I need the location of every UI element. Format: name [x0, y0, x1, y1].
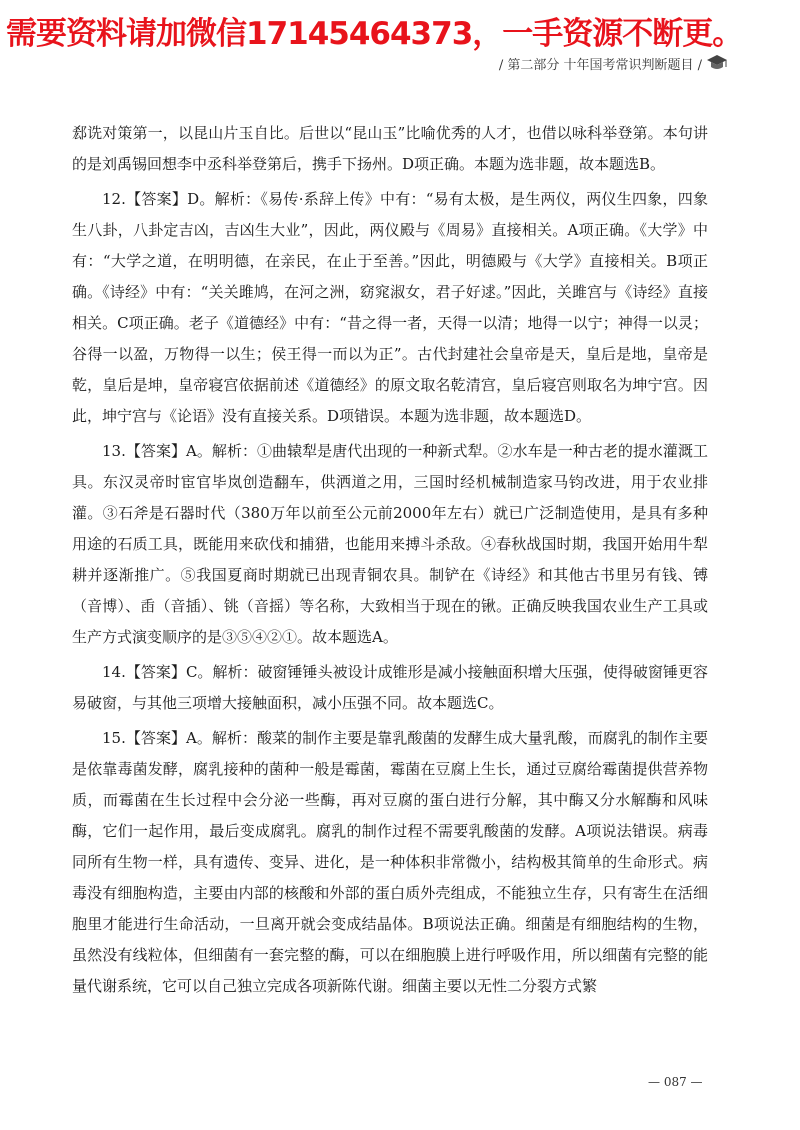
- answer-text-body: [72, 118, 708, 1006]
- promo-banner: 需要资料请加微信17145464373，一手资源不断更。: [6, 16, 743, 52]
- answer-14: 14.【答案】C。解析：破窗锤锤头被设计成锥形是减小接触面积增大压强，使得破窗锤更容易破窗，与其他三项增大接触面积，减小压强不同。故本题选C。: [72, 663, 708, 712]
- answer-12: 12.【答案】D。解析：《易传·系辞上传》中有：“易有太极，是生两仪，两仪生四象，四象生八卦，八卦定吉凶，吉凶生大业”，因此，两仪殿与《周易》直接相关。A项正确。《大学》中有：“大学之道，在明明德，在亲民，在止于至善。”因此，明德殿与《大学》直接相关。B项正确。《诗经》中有：“关关雎鸠，在河之洲，窈窕淑女，君子好逑。”因此，关雎宫与《诗经》直接相关。C项正确。老子《道德经》中有：“昔之得一者，天得一以清；地得一以宁；神得一以灵；谷得一以盈，万物得一以生；侯王得一而以为正”。古代封建社会皇帝是天，皇后是地，皇帝是乾，皇后是坤，皇帝寝宫依据前述《道德经》的原文取名乾清宫，皇后寝宫则取名为坤宁宫。因此，坤宁宫与《论语》没有直接关系。D项错误。本题为选非题，故本题选D。: [72, 190, 708, 425]
- section-header: / 第二部分 十年国考常识判断题目 /: [498, 58, 702, 73]
- answer-13: 13.【答案】A。解析：①曲辕犁是唐代出现的一种新式犁。②水车是一种古老的提水灌溉工具。东汉灵帝时宦官毕岚创造翻车，供洒道之用，三国时经机械制造家马钧改进，用于农业排灌。③石斧是石器时代（380万年以前至公元前2000年左右）就已广泛制造使用，是具有多种用途的石质工具，既能用来砍伐和捕猎，也能用来搏斗杀敌。④春秋战国时期，我国开始用牛犁耕并逐渐推广。⑤我国夏商时期就已出现青铜农具。制铲在《诗经》和其他古书里另有钱、镈（音博）、臿（音插）、铫（音摇）等名称，大致相当于现在的锹。正确反映我国农业生产工具或生产方式演变顺序的是③⑤④②①。故本题选A。: [72, 442, 708, 646]
- answer-15: 15.【答案】A。解析：酸菜的制作主要是靠乳酸菌的发酵生成大量乳酸，而腐乳的制作主要是依靠毒菌发酵，腐乳接种的菌种一般是霉菌，霉菌在豆腐上生长，通过豆腐给霉菌提供营养物质，而霉菌在生长过程中会分泌一些酶，再对豆腐的蛋白进行分解，其中酶又分水解酶和风味酶，它们一起作用，最后变成腐乳。腐乳的制作过程不需要乳酸菌的发酵。A项说法错误。病毒同所有生物一样，具有遗传、变异、进化，是一种体积非常微小，结构极其简单的生命形式。病毒没有细胞构造，主要由内部的核酸和外部的蛋白质外壳组成，不能独立生存，只有寄生在活细胞里才能进行生命活动，一旦离开就会变成结晶体。B项说法正确。细菌是有细胞结构的生物，虽然没有线粒体，但细菌有一套完整的酶，可以在细胞膜上进行呼吸作用，所以细菌有完整的能量代谢系统，它可以自己独立完成各项新陈代谢。细菌主要以无性二分裂方式繁: [72, 729, 708, 995]
- page-number: — 087 —: [648, 1075, 703, 1089]
- paragraph-continued: 郄诜对策第一，以昆山片玉自比。后世以“昆山玉”比喻优秀的人才，也借以咏科举登第。本句讲的是刘禹锡回想李中丞科举登第后，携手下扬州。D项正确。本题为选非题，故本题选B。: [72, 124, 708, 173]
- mortarboard-icon: [706, 52, 728, 74]
